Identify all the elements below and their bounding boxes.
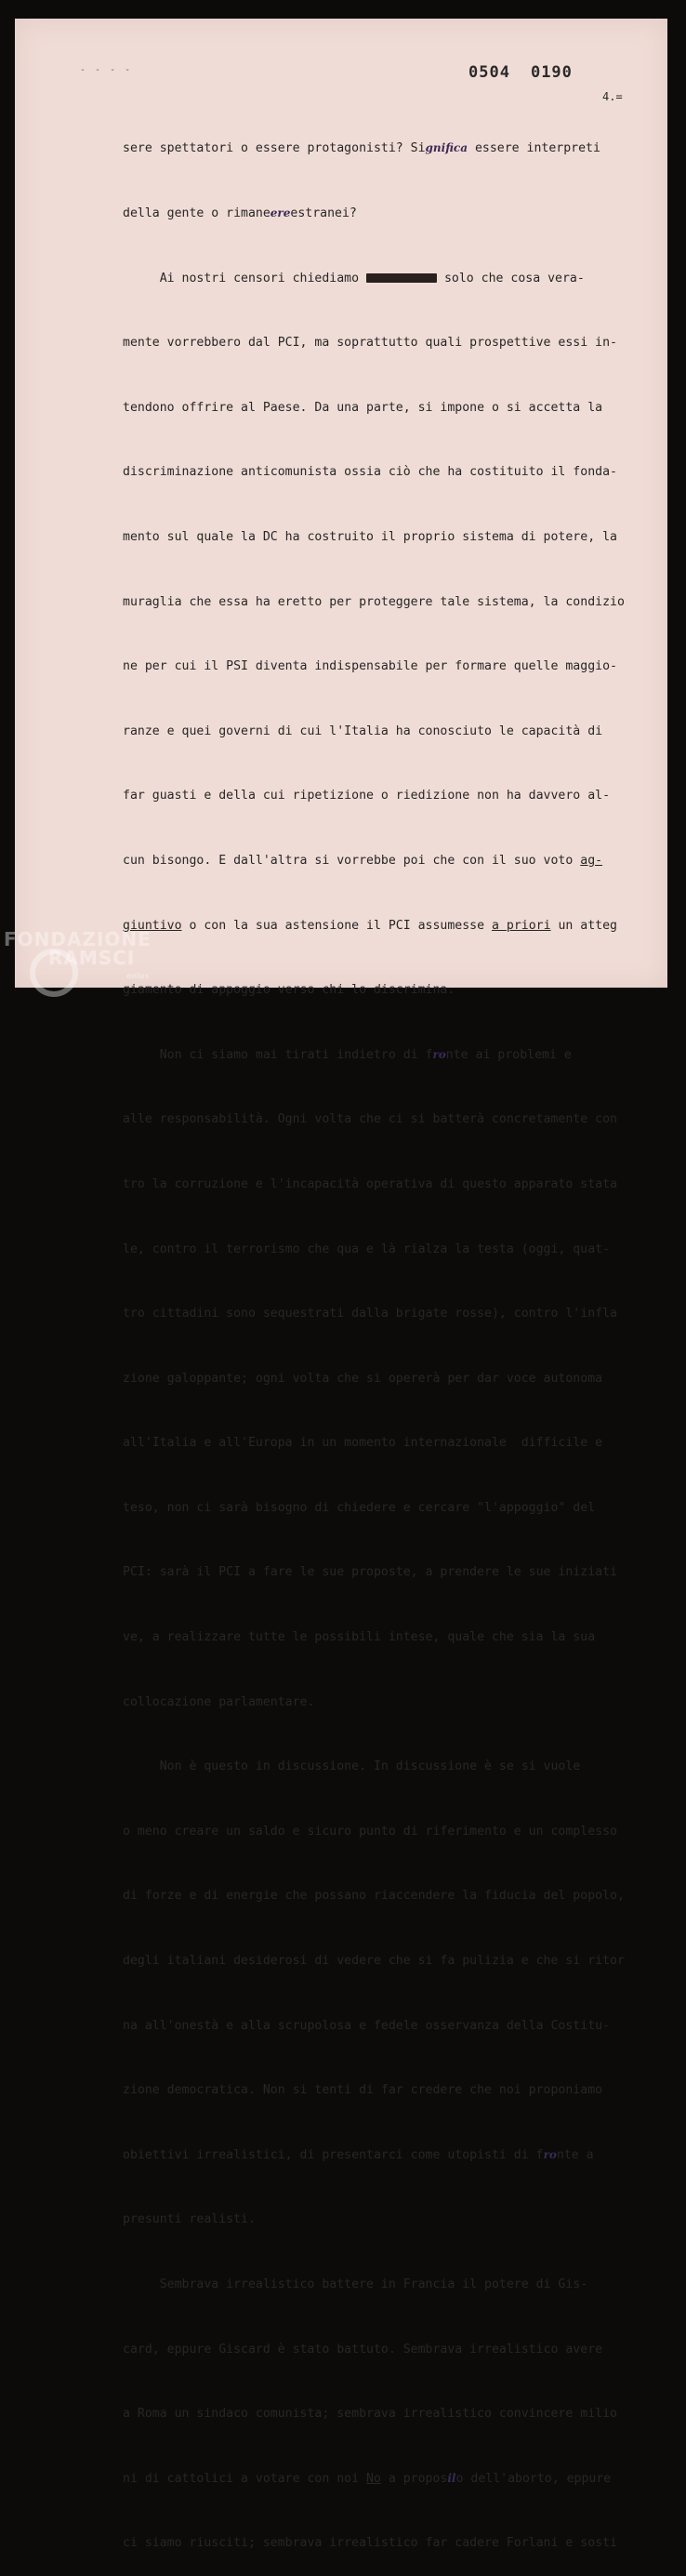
document-body xyxy=(123,95,643,2576)
text-line: ranze e quei governi di cui l'Italia ha conosciuto le capacità di xyxy=(123,724,603,738)
text-line: ve, a realizzare tutte le possibili intese, quale che sia la sua xyxy=(123,1630,596,1645)
text-line: ne per cui il PSI diventa indispensabile per formare quelle maggio- xyxy=(123,659,617,674)
archive-number xyxy=(468,63,593,82)
text-line: mente vorrebbero dal PCI, ma soprattutto quali prospettive essi in- xyxy=(123,336,617,351)
text-line: tro cittadini sono sequestrati dalla brigate rosse), contro l'infla xyxy=(123,1307,617,1321)
handwritten-correction: ro xyxy=(432,1047,446,1061)
handwritten-correction: ere xyxy=(270,206,291,219)
text-line: della gente o rimaneereestranei? xyxy=(123,206,357,220)
text-line: ni di cattolici a votare con noi No a proposilo dell'aborto, eppure xyxy=(123,2471,612,2486)
handwritten-correction: gnifica xyxy=(425,141,468,155)
margin-marks: - - - - xyxy=(80,65,133,75)
archive-number-sheet: 0190 xyxy=(530,63,573,82)
foundation-watermark: FONDAZIONE RAMSCI onlus xyxy=(4,930,152,986)
text-line: le, contro il terrorismo che qua e là rialza la testa (oggi, quat- xyxy=(123,1242,611,1256)
text-line: Non ci siamo mai tirati indietro di fronte ai problemi e xyxy=(123,1047,572,1062)
archive-number-box: 0504 xyxy=(468,63,510,82)
text-line: teso, non ci sarà bisogno di chiedere e cercare "l'appoggio" del xyxy=(123,1500,596,1515)
text-line: giuntivo o con la sua astensione il PCI assumesse a priori un atteg xyxy=(123,918,617,933)
text-line: Non è questo in discussione. In discussione è se si vuole xyxy=(123,1759,581,1774)
text-line: di forze e di energie che possano riaccendere la fiducia del popolo, xyxy=(123,1889,625,1904)
redaction-bar xyxy=(366,273,437,283)
watermark-logo-mark xyxy=(30,949,78,997)
handwritten-correction: il xyxy=(447,2471,456,2485)
text-line: obiettivi irrealistici, di presentarci come utopisti di fronte a xyxy=(123,2147,594,2162)
text-line: card, eppure Giscard è stato battuto. Sembrava irrealistico avere xyxy=(123,2342,603,2357)
text-line: sere spettatori o essere protagonisti? Significa essere interpreti xyxy=(123,141,600,156)
text-line: giamento di appoggio verso chi lo discrimina. xyxy=(123,983,455,998)
text-line: PCI: sarà il PCI a fare le sue proposte, a prendere le sue iniziati xyxy=(123,1565,617,1580)
text-line: far guasti e della cui ripetizione o riedizione non ha davvero al- xyxy=(123,789,611,803)
text-line: zione galoppante; ogni volta che si opererà per dar voce autonoma xyxy=(123,1371,603,1386)
text-line: mento sul quale la DC ha costruito il proprio sistema di potere, la xyxy=(123,529,617,544)
text-line: na all'onestà e alla scrupolosa e fedele osservanza della Costitu- xyxy=(123,2018,611,2033)
text-line: zione democratica. Non si tenti di far credere che noi proponiamo xyxy=(123,2083,603,2098)
text-line: degli italiani desiderosi di vedere che si fa pulizia e che si ritor xyxy=(123,1954,625,1969)
text-line: tendono offrire al Paese. Da una parte, si impone o si accetta la xyxy=(123,400,603,415)
text-line: muraglia che essa ha eretto per proteggere tale sistema, la condizio xyxy=(123,594,625,609)
text-line: tro la corruzione e l'incapacità operativa di questo apparato stata xyxy=(123,1176,617,1191)
text-line: alle responsabilità. Ogni volta che ci si batterà concretamente con xyxy=(123,1112,617,1127)
text-line: collocazione parlamentare. xyxy=(123,1694,315,1709)
handwritten-correction: ro xyxy=(543,2147,557,2161)
text-line: all'Italia e all'Europa in un momento internazionale difficile e xyxy=(123,1436,603,1451)
text-line: presunti realisti. xyxy=(123,2212,256,2227)
text-line: Ai nostri censori chiediamo solo che cosa vera- xyxy=(123,271,585,285)
text-line: a Roma un sindaco comunista; sembrava irrealistico convincere milio xyxy=(123,2407,617,2422)
text-line: ci siamo riusciti; sembrava irrealistico far cadere Forlani e sosti xyxy=(123,2536,617,2551)
text-line: cun bisongo. E dall'altra si vorrebbe poi che con il suo voto ag- xyxy=(123,853,603,868)
text-line: Sembrava irrealistico battere in Francia il potere di Gis- xyxy=(123,2277,588,2291)
text-line: o meno creare un saldo e sicuro punto di riferimento e un complesso xyxy=(123,1824,617,1839)
text-line: discriminazione anticomunista ossia ciò che ha costituito il fonda- xyxy=(123,465,617,480)
page-number: 4.= xyxy=(602,90,623,103)
